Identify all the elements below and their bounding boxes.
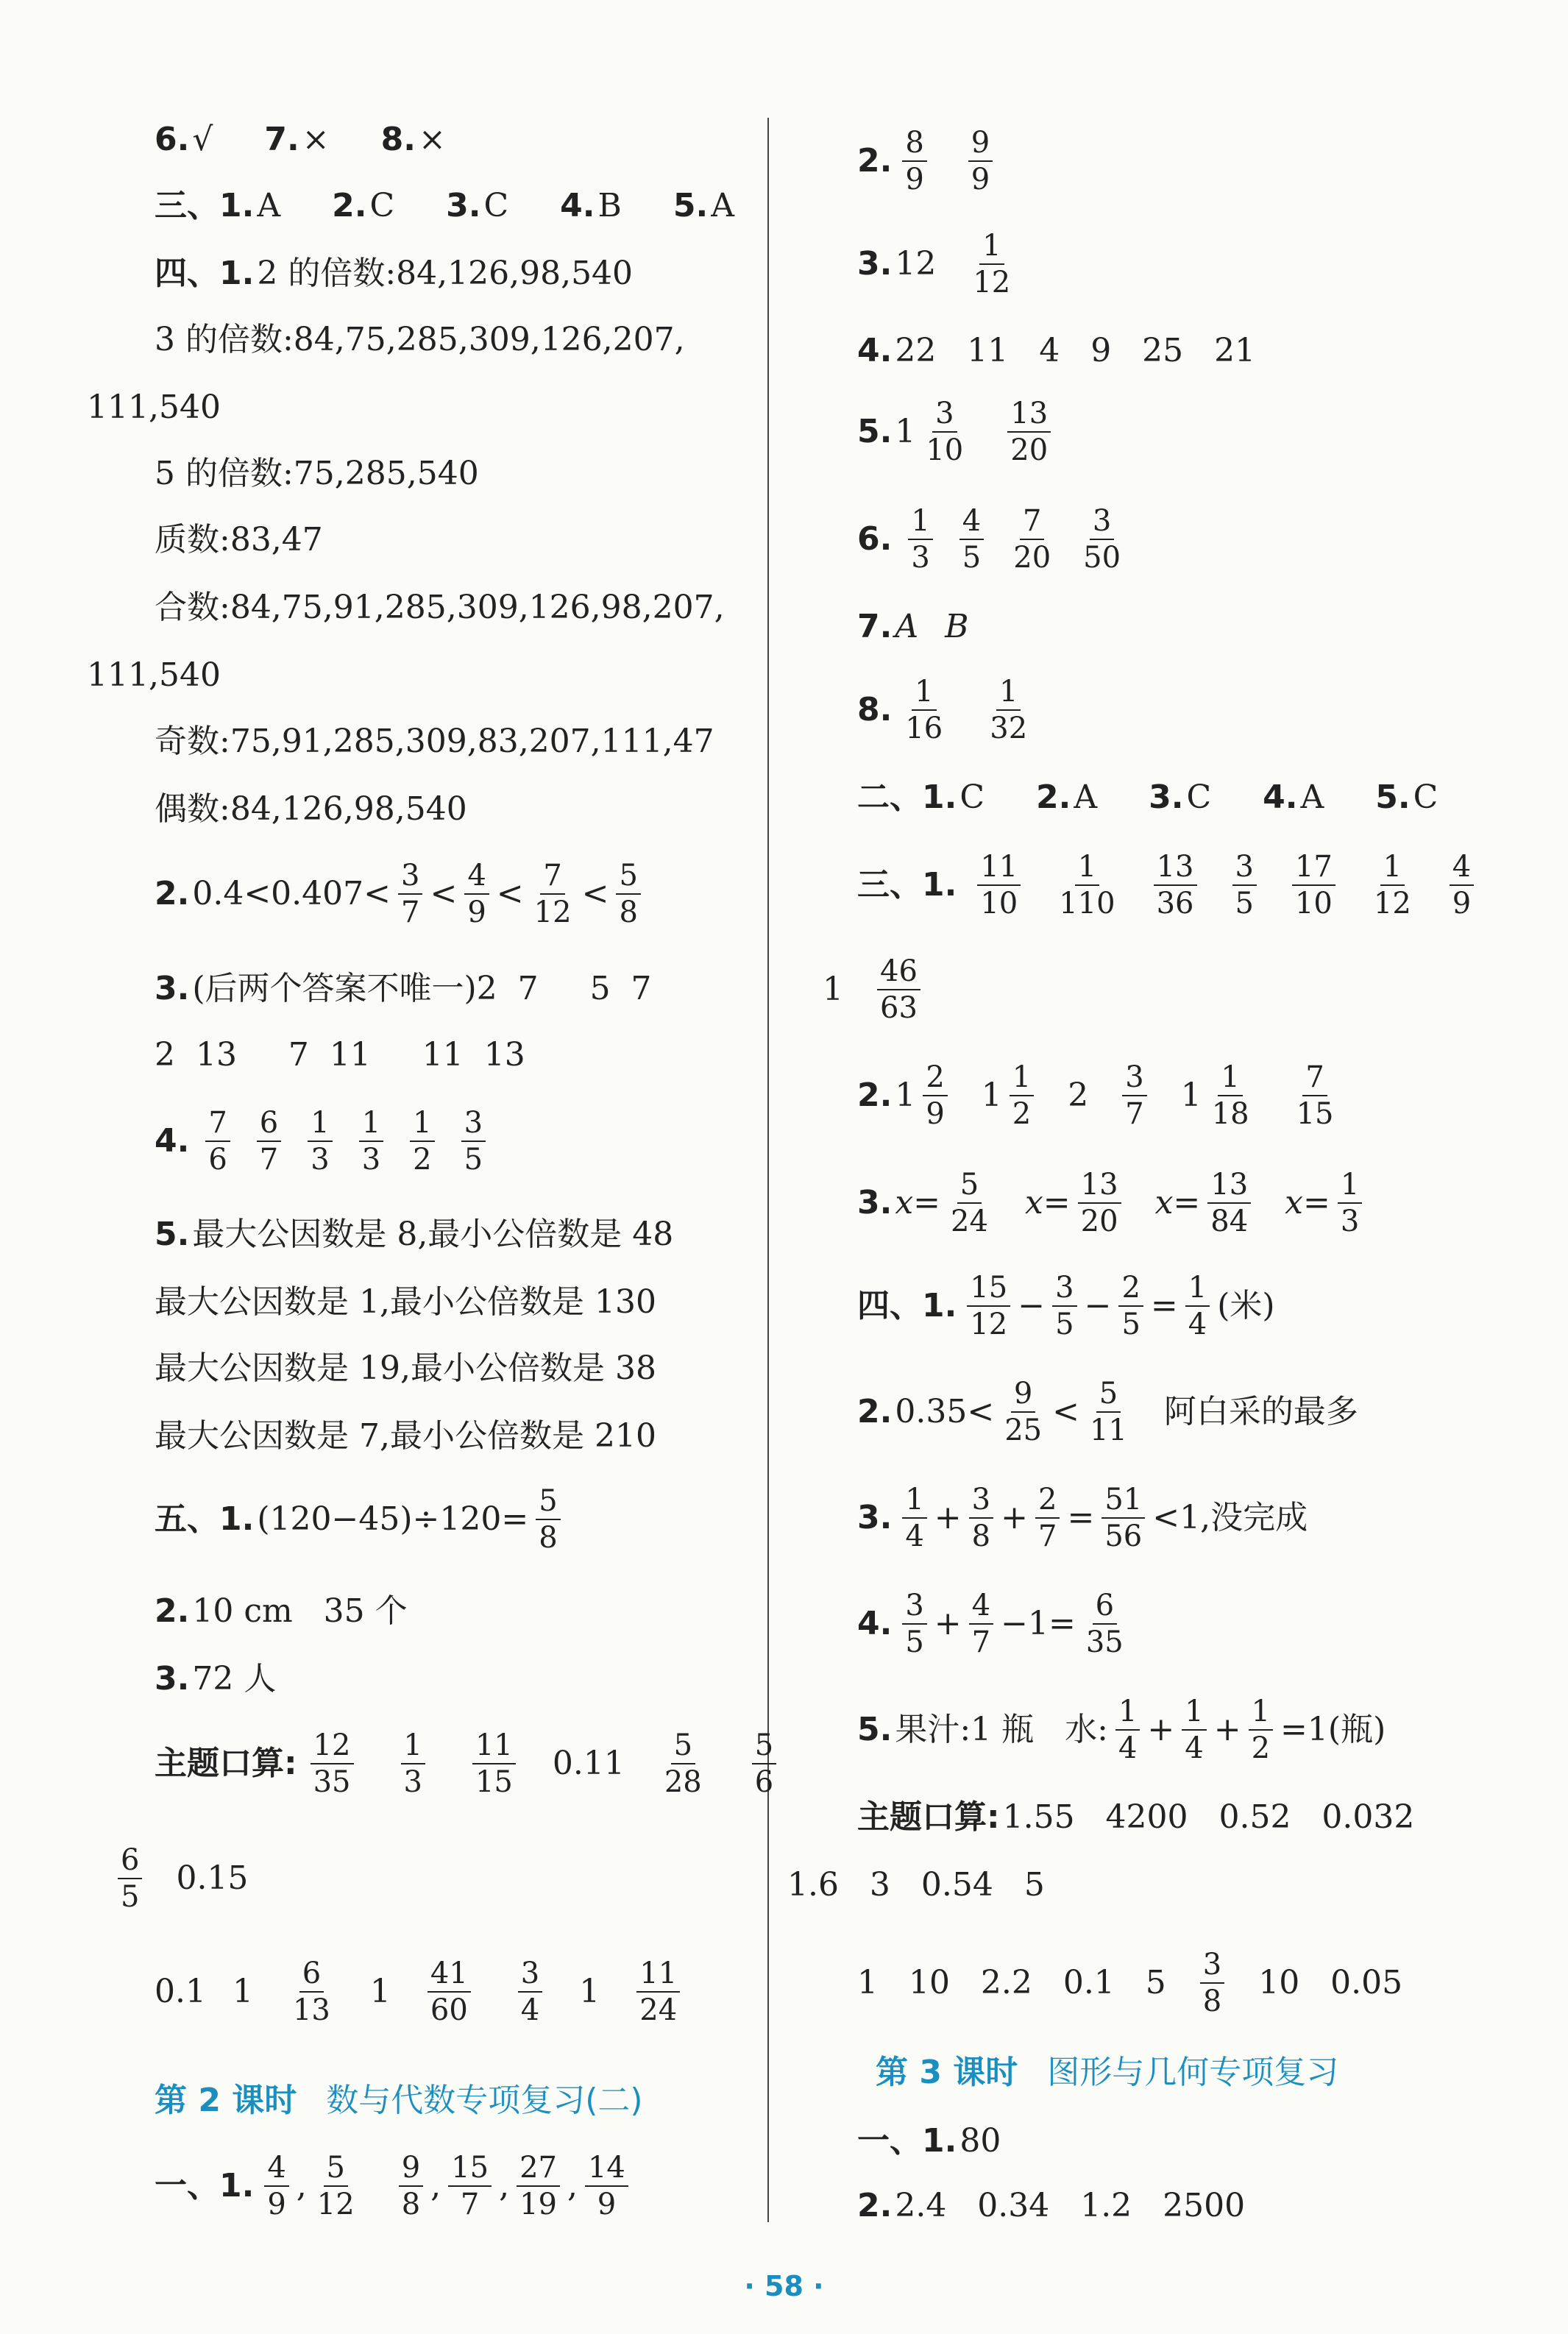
fraction: $\frac{2}{5}$ [1118,1271,1143,1341]
answer-value: C [959,778,985,816]
answer-text: 111,540 [87,656,221,694]
section-number: 三、1. [857,866,957,904]
variable: x [895,1184,914,1221]
fraction: $\frac{5}{8}$ [616,859,640,929]
answer-value: 1 [579,1973,600,2010]
fraction: $\frac{1}{3}$ [308,1107,332,1176]
fraction: $\frac{1}{3}$ [359,1107,383,1176]
answer-line: 一、1. $\frac{4}{9}$ , $\frac{5}{12}$ $\frac{9}{8}$ , $\frac{15}{7}$ , $\frac{27}{19}$ , $\frac{14}{9}$ [155,2152,636,2221]
answer-line [155,1485,568,1554]
fraction: $\frac{1}{3}$ [1338,1168,1362,1238]
fraction: $\frac{4}{9}$ [264,2152,288,2221]
section-number: 五、1. [155,1500,255,1538]
cross-mark: × [302,121,330,158]
answer-line [155,1660,277,1698]
answer-text: 阿白采的最多 [1163,1393,1358,1430]
answer-line [857,608,969,645]
fraction: $\frac{3}{8}$ [969,1483,993,1553]
fraction: $\frac{1}{4}$ [1115,1695,1140,1764]
fraction: $\frac{15}{7}$ [448,2152,492,2221]
item-number: 8. [380,121,416,158]
answer-value: A [1300,778,1324,816]
variable: x [1024,1184,1043,1221]
fraction: $\frac{6}{13}$ [292,1957,330,2027]
fraction: $\frac{1}{12}$ [1373,850,1411,921]
fraction: $\frac{7}{12}$ [533,859,572,929]
item-number: 4. [857,332,893,369]
answer-value: 0.1 [155,1973,206,2010]
answer-line [857,675,1037,745]
oral-calc-line [155,1729,787,1798]
answer-text: 111,540 [87,389,221,426]
answer-line [857,851,1491,920]
answer-line [857,1948,1402,2018]
answer-text: 1.6 3 0.54 5 [787,1866,1045,1904]
answer-text: 偶数:84,126,98,540 [155,790,467,828]
item-number: 3. [857,1499,893,1536]
fraction: $\frac{7}{6}$ [205,1107,230,1176]
fraction: $\frac{9}{25}$ [1004,1377,1043,1447]
fraction: $\frac{1}{2}$ [410,1107,434,1176]
fraction: $\frac{8}{9}$ [902,127,926,196]
check-mark: √ [192,121,213,158]
answer-text: 最大公因数是 8,最小公倍数是 48 [192,1216,674,1253]
unit-label: (米) [1217,1287,1275,1324]
fraction: $\frac{3}{7}$ [1122,1061,1146,1130]
oral-calc-line [857,1798,1415,1836]
fraction: $\frac{5}{12}$ [316,2151,355,2221]
answer-line [857,778,1438,816]
fraction: $\frac{4}{9}$ [1450,851,1474,920]
lesson-title: 图形与几何专项复习 [1047,2054,1339,2091]
answer-line [155,187,734,224]
fraction: $\frac{1}{32}$ [990,675,1028,745]
answer-text: 2.4 0.34 1.2 2500 [895,2187,1246,2224]
whole-number: 1 [1180,1076,1202,1114]
fraction: $\frac{13}{20}$ [1007,397,1051,467]
lesson-heading [155,2074,643,2121]
section-number: 四、1. [155,255,255,292]
answer-text: 奇数:75,91,285,309,83,207,111,47 [155,723,714,760]
answer-text: 10 cm 35 个 [192,1592,408,1630]
answer-text: <1,没完成 [1152,1499,1308,1536]
answer-line [155,1107,499,1176]
answer-line [155,121,446,158]
answer-line [857,332,1256,369]
answer-value: B [945,608,969,645]
answer-line [857,230,1021,299]
answer-text: 2 的倍数:84,126,98,540 [257,255,634,292]
item-number: 3. [857,1184,893,1221]
fraction: $\frac{1}{4}$ [1182,1695,1206,1764]
answer-value: B [597,187,622,224]
answer-value: A [711,187,734,224]
whole-number: 1 [895,413,916,450]
whole-number: 1 [895,1076,916,1114]
lesson-title: 数与代数专项复习(二) [326,2082,643,2119]
fraction: $\frac{6}{7}$ [257,1107,281,1176]
answer-line [857,2187,1246,2224]
answer-text: 1.55 4200 0.52 0.032 [1002,1798,1415,1836]
item-number: 2. [155,875,190,912]
item-number: 6. [155,121,190,158]
answer-line [857,505,1137,574]
item-number: 2. [332,187,367,224]
fraction: $\frac{7}{20}$ [1013,504,1051,575]
answer-line: 2. 0.35< $\frac{9}{25}$ < $\frac{5}{11}$ 阿白采的最多 [857,1377,1358,1447]
cross-mark: × [418,121,446,158]
fraction: $\frac{27}{19}$ [517,2152,560,2221]
fraction: $\frac{1}{3}$ [908,505,932,574]
fraction: $\frac{46}{63}$ [877,955,920,1024]
answer-text: 22 11 4 9 25 21 [895,332,1256,369]
answer-text: (后两个答案不唯一)2 7 5 7 [192,970,652,1007]
fraction: $\frac{2}{9}$ [923,1061,947,1130]
fraction: $\frac{3}{5}$ [902,1589,926,1659]
answer-value: C [369,187,395,224]
item-number: 5. [673,187,709,224]
fraction: $\frac{13}{20}$ [1078,1168,1121,1238]
fraction: $\frac{4}{7}$ [969,1589,993,1659]
fraction: $\frac{1}{110}$ [1059,850,1115,921]
item-number: 3. [446,187,481,224]
answer-text: 2 13 7 11 11 13 [155,1036,525,1074]
item-number: 3. [1149,778,1184,816]
answer-value: 12 [895,245,937,283]
answer-value: C [1186,778,1212,816]
fraction: $\frac{1}{16}$ [905,675,943,745]
item-number: 2. [857,142,893,180]
answer-line [857,2122,1001,2160]
answer-text: 最大公因数是 1,最小公倍数是 130 [155,1283,656,1321]
answer-line [857,397,1058,467]
fraction: $\frac{7}{15}$ [1296,1060,1334,1131]
answer-text: 最大公因数是 7,最小公倍数是 210 [155,1417,656,1455]
answer-text: 0.4<0.407< [192,875,391,912]
fraction: $\frac{41}{60}$ [428,1957,471,2026]
oral-calc-label: 主题口算: [857,1798,1000,1836]
answer-line: 四、1. $\frac{15}{12}$ − $\frac{3}{5}$ − $\frac{2}{5}$ = $\frac{1}{4}$ (米) [857,1271,1275,1341]
answer-value: 2 [1068,1076,1089,1114]
section-number: 一、1. [155,2167,255,2204]
answer-text: 合数:84,75,91,285,309,126,98,207, [155,589,725,626]
answer-value: 1 [823,971,843,1008]
answer-value: A [1074,778,1098,816]
item-number: 6. [857,520,893,558]
fraction: $\frac{17}{10}$ [1292,851,1335,920]
fraction: $\frac{13}{84}$ [1207,1168,1251,1238]
fraction: $\frac{3}{5}$ [1052,1271,1076,1341]
fraction: $\frac{1}{18}$ [1211,1060,1249,1131]
fraction: $\frac{14}{9}$ [585,2152,628,2221]
item-number: 3. [155,970,190,1007]
fraction: $\frac{6}{35}$ [1085,1589,1124,1659]
answer-value: 0.11 [552,1745,625,1782]
answer-line: 2. 0.4<0.407< $\frac{3}{7}$ < $\frac{4}{9}$ < $\frac{7}{12}$ < $\frac{5}{8}$ [155,859,648,929]
answer-text: 10 0.05 [1258,1964,1403,2001]
lesson-number: 第 3 课时 [876,2054,1018,2091]
item-number: 4. [560,187,595,224]
oral-calc-label: 主题口算: [155,1745,297,1782]
answer-line [155,970,652,1007]
answer-text: 果汁:1 瓶 水: [895,1711,1108,1748]
fraction: $\frac{11}{24}$ [636,1957,680,2026]
answer-line [110,1844,248,1913]
fraction: $\frac{4}{9}$ [464,859,489,929]
answer-text: 最大公因数是 19,最小公倍数是 38 [155,1349,656,1387]
answer-value: 80 [959,2122,1001,2160]
fraction: $\frac{11}{10}$ [977,851,1021,920]
item-number: 5. [1375,778,1411,816]
fraction: $\frac{3}{5}$ [1232,851,1257,920]
item-number: 7. [264,121,299,158]
item-number: 2. [857,1393,893,1430]
answer-text: 质数:83,47 [155,521,323,558]
item-number: 3. [155,1660,190,1698]
answer-line [857,1061,1344,1130]
fraction: $\frac{5}{8}$ [536,1485,560,1554]
fraction: $\frac{1}{2}$ [1010,1061,1034,1130]
answer-value: 1 [232,1973,253,2010]
answer-line: 3. $\frac{1}{4}$ + $\frac{3}{8}$ + $\frac{2}{7}$ = $\frac{51}{56}$ <1,没完成 [857,1483,1308,1553]
fraction: $\frac{5}{28}$ [664,1728,702,1799]
item-number: 5. [155,1216,190,1253]
fraction: $\frac{1}{2}$ [1249,1695,1273,1764]
answer-line: 3. x = $\frac{5}{24}$ x = $\frac{13}{20}$ x = $\frac{13}{84}$ x = $\frac{1}{3}$ [857,1168,1369,1238]
fraction: $\frac{1}{3}$ [401,1729,425,1798]
item-number: 4. [857,1605,893,1642]
item-number: 5. [857,1711,893,1748]
fraction: $\frac{5}{24}$ [951,1168,988,1238]
answer-text: 72 人 [192,1660,277,1698]
fraction: $\frac{4}{5}$ [959,505,984,574]
item-number: 8. [857,691,893,728]
fraction: $\frac{1}{4}$ [902,1483,926,1553]
answer-line [155,1216,674,1253]
fraction: $\frac{5}{6}$ [752,1729,776,1798]
section-number: 二、1. [857,778,957,816]
fraction: $\frac{5}{11}$ [1089,1377,1127,1447]
answer-text: (120−45)÷120= [257,1500,529,1538]
item-number: 5. [857,413,893,450]
answer-line [823,955,928,1024]
variable: x [1154,1184,1174,1221]
answer-line [857,127,1000,196]
whole-number: 1 [981,1076,1002,1114]
item-number: 2. [857,1076,893,1114]
fraction: $\frac{3}{8}$ [1200,1948,1224,2018]
fraction: $\frac{3}{7}$ [398,859,422,929]
fraction: $\frac{11}{15}$ [472,1729,516,1798]
variable: x [1285,1184,1303,1221]
answer-value: C [483,187,509,224]
answer-line [155,255,634,292]
answer-value: C [1413,778,1438,816]
lesson-number: 第 2 课时 [155,2082,297,2119]
item-number: 7. [857,608,893,645]
section-number: 三、1. [155,187,255,224]
answer-value: A [895,608,919,645]
fraction: $\frac{2}{7}$ [1035,1483,1060,1553]
answer-value: 0.15 [176,1859,249,1897]
answer-line: 4. $\frac{3}{5}$ + $\frac{4}{7}$ −1= $\frac{6}{35}$ [857,1589,1134,1659]
item-number: 2. [857,2187,893,2224]
fraction: $\frac{3}{50}$ [1083,504,1121,575]
fraction: $\frac{9}{8}$ [399,2152,423,2221]
fraction: $\frac{13}{36}$ [1154,851,1197,920]
fraction: $\frac{3}{10}$ [926,397,964,467]
fraction: $\frac{1}{12}$ [973,229,1011,299]
page-number: · 58 · [744,2270,824,2302]
answer-text: 5 的倍数:75,285,540 [155,455,479,492]
answer-value: 1 [369,1973,391,2010]
item-number: 2. [155,1592,190,1630]
answer-line [155,1592,408,1630]
section-number: 一、1. [857,2122,957,2160]
item-number: 4. [1263,778,1298,816]
answer-line: 5. 果汁:1 瓶 水: $\frac{1}{4}$ + $\frac{1}{4}$ + $\frac{1}{2}$ =1(瓶) [857,1695,1386,1765]
item-number: 2. [1036,778,1071,816]
answer-line [155,1957,690,2026]
section-number: 四、1. [857,1287,957,1324]
column-divider [767,118,769,2222]
answer-value: A [257,187,281,224]
answer-text: =1(瓶) [1280,1711,1386,1748]
item-number: 3. [857,245,893,283]
fraction: $\frac{12}{35}$ [311,1729,354,1798]
fraction: $\frac{15}{12}$ [967,1271,1010,1341]
answer-text: 3 的倍数:84,75,285,309,126,207, [155,321,685,358]
fraction: $\frac{3}{4}$ [518,1957,542,2026]
answer-text: 1 10 2.2 0.1 5 [857,1964,1166,2001]
item-number: 4. [155,1122,190,1160]
fraction: $\frac{6}{5}$ [118,1844,142,1913]
fraction: $\frac{3}{5}$ [461,1107,486,1176]
fraction: $\frac{9}{9}$ [968,127,993,196]
lesson-heading [876,2046,1338,2093]
fraction: $\frac{51}{56}$ [1101,1483,1145,1553]
fraction: $\frac{1}{4}$ [1185,1271,1210,1341]
